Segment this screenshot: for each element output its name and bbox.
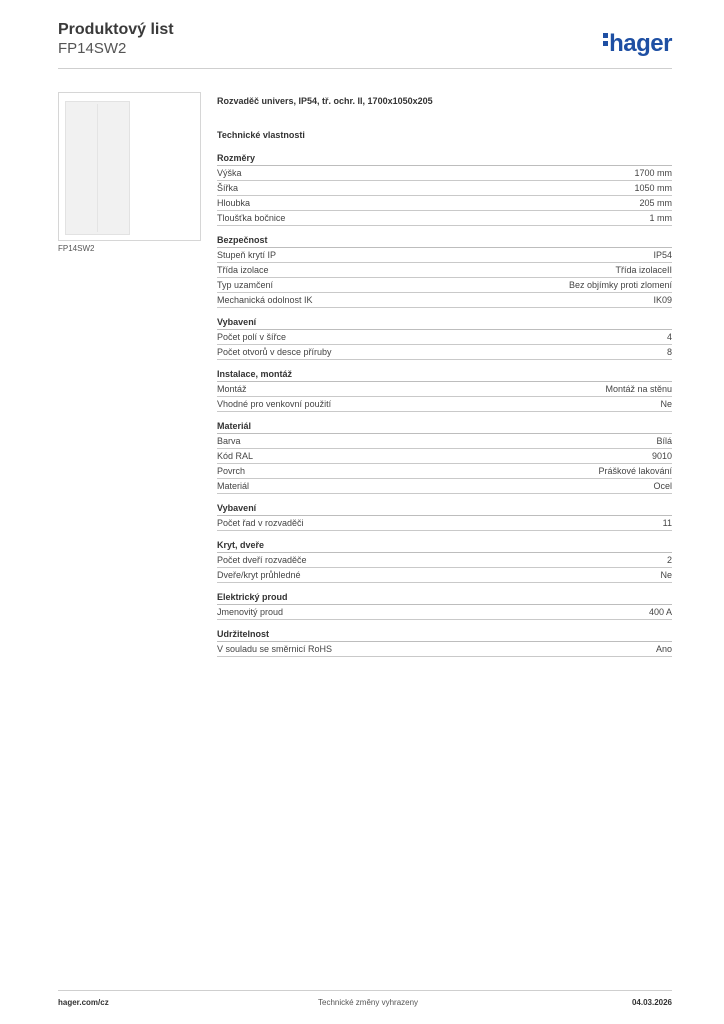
page-header: [58, 20, 672, 68]
spec-row: [217, 345, 672, 360]
spec-label: Hloubka: [217, 198, 251, 208]
cabinet-illustration: [65, 101, 130, 235]
product-name: Rozvaděč univers, IP54, tř. ochr. II, 1700x1050x205: [217, 96, 433, 106]
spec-row: [217, 434, 672, 449]
spec-row: [217, 330, 672, 345]
spec-label: Materiál: [217, 481, 250, 491]
spec-row: [217, 181, 672, 196]
spec-section-title: Elektrický proud: [217, 591, 672, 605]
spec-row: [217, 449, 672, 464]
spec-value: Ocel: [653, 481, 672, 491]
footer-website: hager.com/cz: [58, 998, 109, 1007]
logo-colon-icon: [603, 30, 609, 49]
spec-section: [217, 234, 672, 308]
spec-section-title: Bezpečnost: [217, 234, 672, 248]
product-image: [58, 92, 201, 241]
page-title: Produktový list: [58, 21, 174, 38]
spec-label: Dveře/kryt průhledné: [217, 570, 301, 580]
spec-row: [217, 397, 672, 412]
spec-row: [217, 382, 672, 397]
spec-label: Montáž: [217, 384, 247, 394]
spec-section-title: Vybavení: [217, 502, 672, 516]
spec-value: Práškové lakování: [598, 466, 672, 476]
product-image-caption: FP14SW2: [58, 244, 95, 253]
spec-value: 4: [666, 332, 672, 342]
spec-row: [217, 642, 672, 657]
spec-row: [217, 293, 672, 308]
spec-section-title: Udržitelnost: [217, 628, 672, 642]
spec-row: [217, 211, 672, 226]
spec-section-title: Materiál: [217, 420, 672, 434]
spec-label: Typ uzamčení: [217, 280, 274, 290]
spec-value: 205 mm: [639, 198, 672, 208]
spec-label: Stupeň krytí IP: [217, 250, 277, 260]
spec-label: V souladu se směrnicí RoHS: [217, 644, 333, 654]
spec-section-title: Instalace, montáž: [217, 368, 672, 382]
spec-section: [217, 539, 672, 583]
spec-label: Jmenovitý proud: [217, 607, 284, 617]
spec-label: Šířka: [217, 183, 239, 193]
spec-row: [217, 196, 672, 211]
spec-section: [217, 420, 672, 494]
footer-disclaimer: Technické změny vyhrazeny: [318, 998, 419, 1007]
spec-row: [217, 263, 672, 278]
spec-value: 2: [666, 555, 672, 565]
spec-row: [217, 516, 672, 531]
spec-label: Počet polí v šířce: [217, 332, 287, 342]
logo-text: hager: [609, 30, 672, 57]
spec-value: Ano: [655, 644, 672, 654]
spec-section: [217, 152, 672, 226]
spec-section: [217, 591, 672, 620]
spec-value: IK09: [653, 295, 672, 305]
spec-value: Ne: [660, 570, 672, 580]
spec-value: 9010: [651, 451, 672, 461]
spec-value: IP54: [653, 250, 672, 260]
spec-row: [217, 464, 672, 479]
spec-label: Výška: [217, 168, 242, 178]
spec-label: Kód RAL: [217, 451, 254, 461]
spec-row: [217, 568, 672, 583]
spec-label: Počet řad v rozvaděči: [217, 518, 304, 528]
spec-content: [217, 96, 672, 657]
spec-section-title: Kryt, dveře: [217, 539, 672, 553]
spec-row: [217, 553, 672, 568]
spec-row: [217, 479, 672, 494]
spec-value: Bílá: [656, 436, 672, 446]
spec-value: 8: [666, 347, 672, 357]
spec-value: 400 A: [648, 607, 672, 617]
spec-value: 1050 mm: [634, 183, 672, 193]
spec-value: 1700 mm: [634, 168, 672, 178]
spec-label: Počet dveří rozvaděče: [217, 555, 307, 565]
spec-section: [217, 316, 672, 360]
spec-sections: [217, 152, 672, 657]
spec-label: Vhodné pro venkovní použití: [217, 399, 332, 409]
spec-label: Mechanická odolnost IK: [217, 295, 313, 305]
spec-section-title: Rozměry: [217, 152, 672, 166]
spec-section-title: Vybavení: [217, 316, 672, 330]
spec-label: Třída izolace: [217, 265, 269, 275]
spec-label: Tloušťka bočnice: [217, 213, 286, 223]
spec-value: 1 mm: [649, 213, 672, 223]
spec-label: Barva: [217, 436, 241, 446]
footer-divider: [58, 990, 672, 991]
hager-logo: [603, 30, 672, 58]
spec-value: Bez objímky proti zlomení: [568, 280, 672, 290]
spec-value: 11: [662, 518, 672, 528]
spec-row: [217, 248, 672, 263]
product-code: FP14SW2: [58, 40, 127, 57]
spec-row: [217, 166, 672, 181]
spec-section: [217, 502, 672, 531]
spec-value: Ne: [660, 399, 672, 409]
header-divider: [58, 68, 672, 69]
spec-label: Povrch: [217, 466, 246, 476]
spec-value: Montáž na stěnu: [605, 384, 672, 394]
spec-section: [217, 368, 672, 412]
footer-date: 04.03.2026: [631, 998, 672, 1007]
spec-label: Počet otvorů v desce příruby: [217, 347, 332, 357]
tech-properties-title: Technické vlastnosti: [217, 130, 305, 140]
spec-value: Třída izolaceII: [615, 265, 672, 275]
spec-row: [217, 605, 672, 620]
spec-row: [217, 278, 672, 293]
spec-section: [217, 628, 672, 657]
